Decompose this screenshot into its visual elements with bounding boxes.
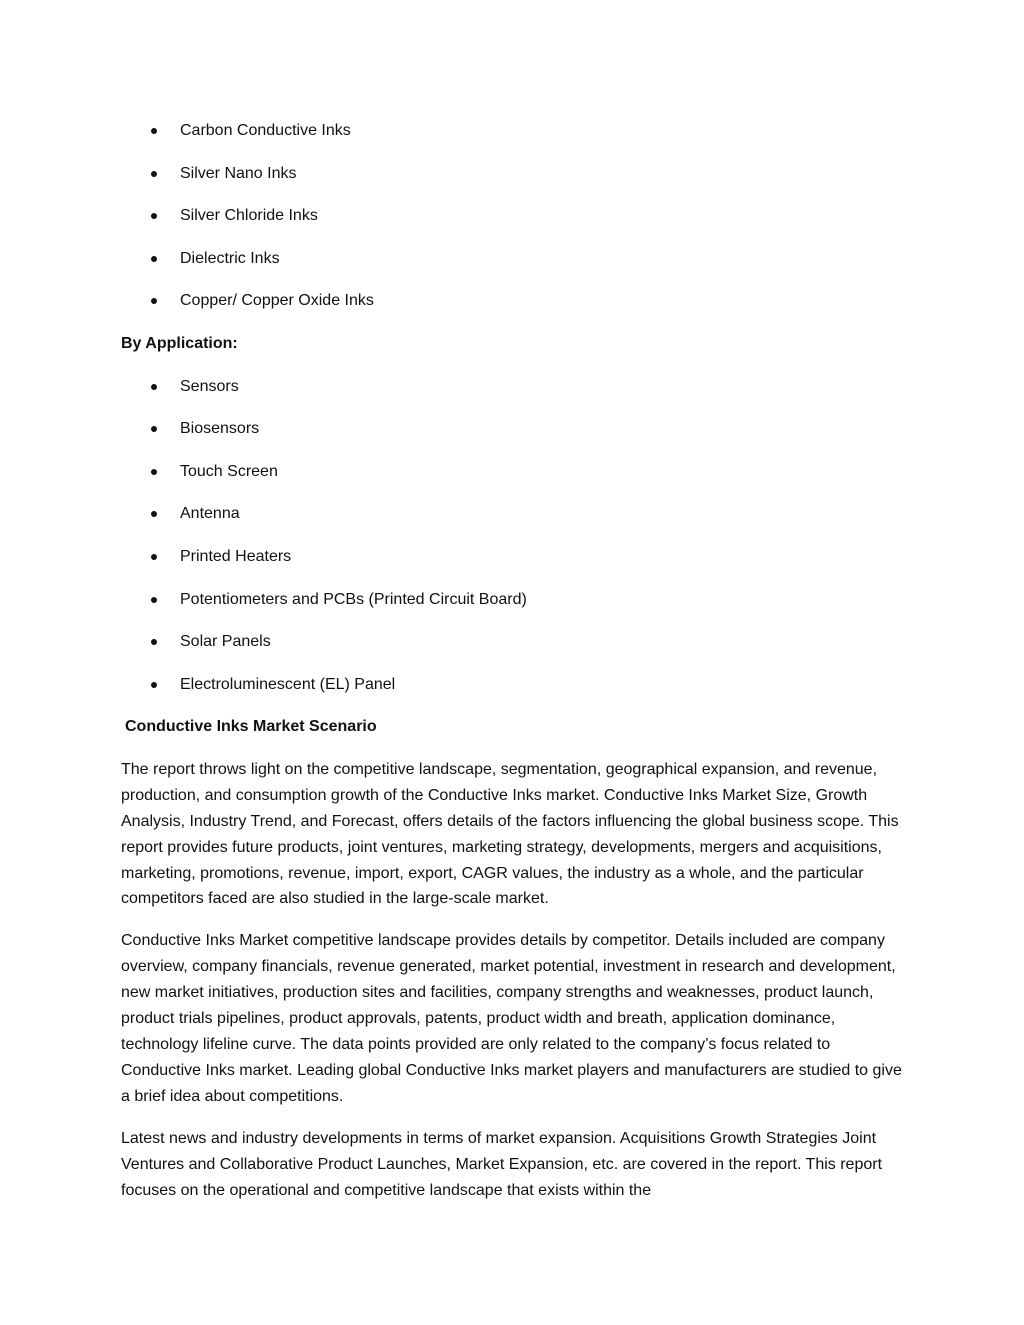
paragraph-competitive-landscape: Conductive Inks Market competitive landscape provides details by competitor. Details included are company overview, company financials, revenue generated, market potential, investment in research and development, new market initiatives, production sites and facilities, company strengths and weaknesses, product launch, product trials pipelines, product approvals, patents, product width and breath, application dominance, technology lifeline curve. The data points provided are only related to the company’s focus related to Conductive Inks market. Leading global Conductive Inks market players and manufacturers are studied to give a brief idea about competitions.: [121, 932, 902, 1105]
bullet-icon: [151, 511, 157, 517]
bullet-icon: [151, 426, 157, 432]
list-item: [121, 161, 911, 187]
bullet-icon: [151, 298, 157, 304]
bullet-icon: [151, 682, 157, 688]
list-item: [121, 459, 911, 485]
paragraph-overview: The report throws light on the competitive landscape, segmentation, geographical expansion, and revenue, production, and consumption growth of the Conductive Inks market. Conductive Inks Market Size, Growth Analysis, Industry Trend, and Forecast, offers details of the factors influencing the global business scope. This report provides future products, joint ventures, marketing strategy, developments, mergers and acquisitions, marketing, promotions, revenue, import, export, CAGR values, the industry as a whole, and the particular competitors faced are also studied in the large-scale market.: [121, 760, 899, 908]
list-item-text: Potentiometers and PCBs (Printed Circuit Board): [180, 590, 527, 608]
list-item: [121, 416, 911, 442]
list-item-text: Dielectric Inks: [180, 249, 280, 267]
list-item-text: Biosensors: [180, 420, 260, 438]
application-heading: By Application:: [121, 334, 238, 352]
list-item: [121, 501, 911, 527]
list-item: [121, 118, 911, 144]
list-item: [121, 544, 911, 570]
type-list: [121, 118, 911, 314]
list-item-text: Electroluminescent (EL) Panel: [180, 675, 396, 693]
paragraph-latest-news: Latest news and industry developments in terms of market expansion. Acquisitions Growth Strategies Joint Ventures and Collaborative Product Launches, Market Expansion, etc. are covered in the report. This report focuses on the operational and competitive landscape that exists within the: [121, 1129, 883, 1199]
list-item: [121, 203, 911, 229]
list-item-text: Silver Nano Inks: [180, 164, 297, 182]
document-body: [121, 118, 911, 1219]
bullet-icon: [151, 213, 157, 219]
scenario-heading: Conductive Inks Market Scenario: [125, 718, 377, 736]
list-item: [121, 672, 911, 698]
list-item-text: Copper/ Copper Oxide Inks: [180, 292, 374, 310]
list-item-text: Silver Chloride Inks: [180, 207, 318, 225]
list-item: [121, 246, 911, 272]
application-list: [121, 374, 911, 698]
list-item-text: Solar Panels: [180, 633, 271, 651]
list-item-text: Printed Heaters: [180, 547, 292, 565]
list-item-text: Carbon Conductive Inks: [180, 122, 351, 139]
bullet-icon: [151, 554, 157, 560]
bullet-icon: [151, 469, 157, 475]
list-item: [121, 587, 911, 613]
bullet-icon: [151, 639, 157, 645]
list-item-text: Antenna: [180, 505, 240, 523]
list-item: [121, 288, 911, 314]
list-item-text: Sensors: [180, 377, 239, 395]
bullet-icon: [151, 597, 157, 603]
bullet-icon: [151, 256, 157, 262]
list-item: [121, 374, 911, 400]
bullet-icon: [151, 171, 157, 177]
bullet-icon: [151, 384, 157, 390]
list-item: [121, 629, 911, 655]
list-item-text: Touch Screen: [180, 462, 278, 480]
bullet-icon: [151, 128, 157, 134]
